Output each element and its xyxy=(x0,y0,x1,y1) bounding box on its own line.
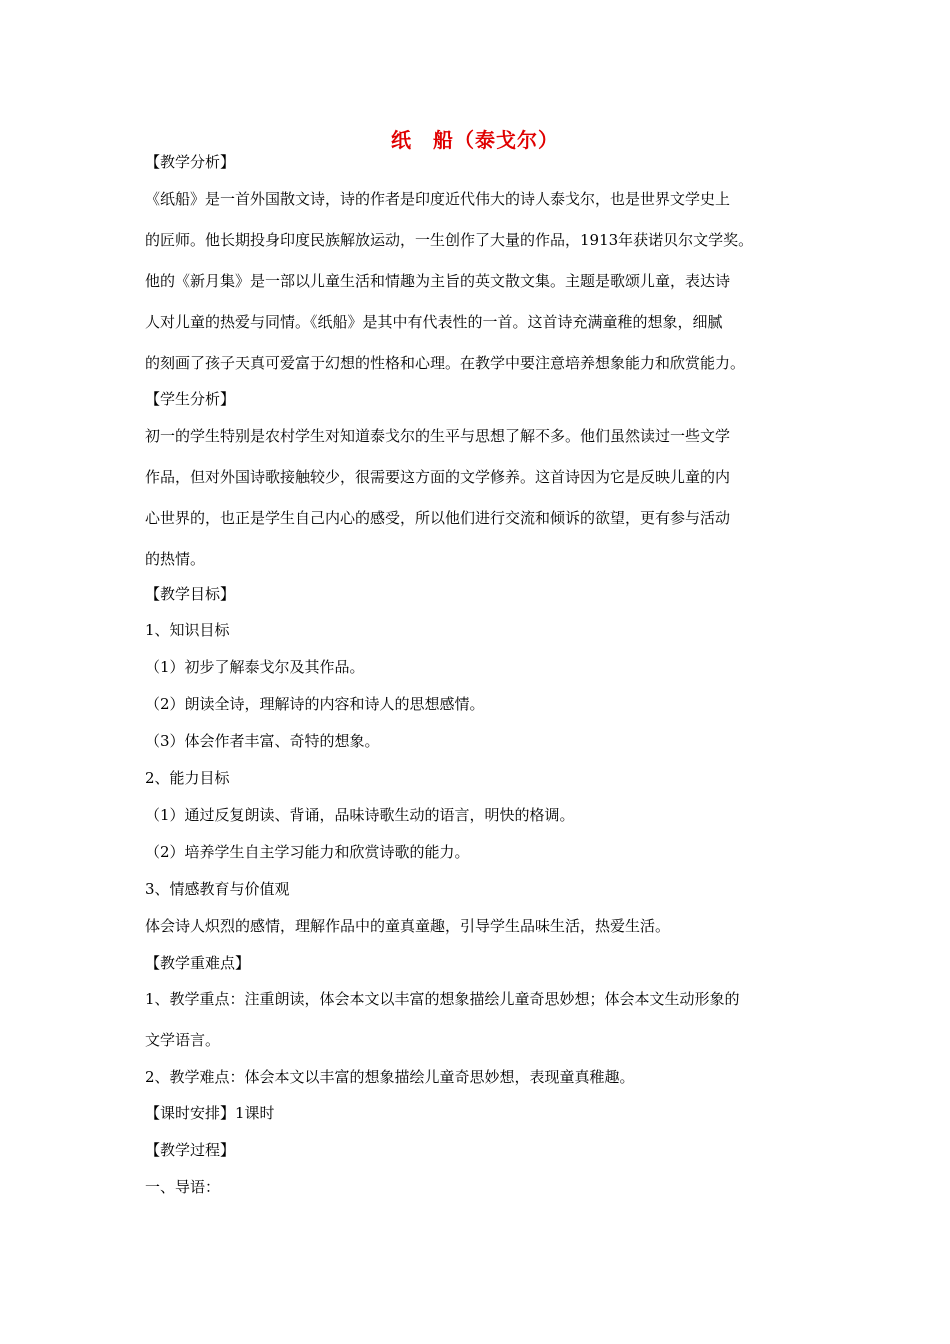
paragraph-line: 作品，但对外国诗歌接触较少，很需要这方面的文学修养。这首诗因为它是反映儿童的内 xyxy=(145,468,731,486)
section-heading: 一、导语： xyxy=(145,1178,221,1196)
heading-teaching-goals: 【教学目标】 xyxy=(145,585,236,603)
heading-key-difficulties: 【教学重难点】 xyxy=(145,954,251,972)
document-title: 纸 船（泰戈尔） xyxy=(391,128,559,152)
paragraph-line: 文学语言。 xyxy=(145,1031,221,1049)
list-heading: 1、知识目标 xyxy=(145,621,230,639)
paragraph-line: 的匠师。他长期投身印度民族解放运动，一生创作了大量的作品，1913年获诺贝尔文学奖。 xyxy=(145,231,754,249)
heading-teaching-analysis: 【教学分析】 xyxy=(145,153,236,171)
paragraph-line: 他的《新月集》是一部以儿童生活和情趣为主旨的英文散文集。主题是歌颂儿童，表达诗 xyxy=(145,272,731,290)
paragraph-line: 1、教学重点：注重朗读，体会本文以丰富的想象描绘儿童奇思妙想；体会本文生动形象的 xyxy=(145,990,740,1008)
list-item: （2）朗读全诗，理解诗的内容和诗人的思想感情。 xyxy=(145,695,485,713)
heading-student-analysis: 【学生分析】 xyxy=(145,390,236,408)
paragraph-line: 心世界的，也正是学生自己内心的感受，所以他们进行交流和倾诉的欲望，更有参与活动 xyxy=(145,509,731,527)
paragraph-line: 初一的学生特别是农村学生对知道泰戈尔的生平与思想了解不多。他们虽然读过一些文学 xyxy=(145,427,731,445)
list-heading: 3、情感教育与价值观 xyxy=(145,880,290,898)
paragraph-line: 的热情。 xyxy=(145,550,206,568)
list-item: （2）培养学生自主学习能力和欣赏诗歌的能力。 xyxy=(145,843,470,861)
list-item: （3）体会作者丰富、奇特的想象。 xyxy=(145,732,380,750)
heading-schedule: 【课时安排】1课时 xyxy=(145,1104,275,1122)
heading-teaching-process: 【教学过程】 xyxy=(145,1141,236,1159)
list-item: （1）初步了解泰戈尔及其作品。 xyxy=(145,658,365,676)
list-heading: 2、能力目标 xyxy=(145,769,230,787)
paragraph-line: 2、教学难点：体会本文以丰富的想象描绘儿童奇思妙想，表现童真稚趣。 xyxy=(145,1068,635,1086)
paragraph-line: 体会诗人炽烈的感情，理解作品中的童真童趣，引导学生品味生活，热爱生活。 xyxy=(145,917,671,935)
paragraph-line: 的刻画了孩子天真可爱富于幻想的性格和心理。在教学中要注意培养想象能力和欣赏能力。 xyxy=(145,354,746,372)
paragraph-line: 《纸船》是一首外国散文诗，诗的作者是印度近代伟大的诗人泰戈尔，也是世界文学史上 xyxy=(145,190,731,208)
paragraph-line: 人对儿童的热爱与同情。《纸船》是其中有代表性的一首。这首诗充满童稚的想象，细腻 xyxy=(145,313,723,331)
list-item: （1）通过反复朗读、背诵，品味诗歌生动的语言，明快的格调。 xyxy=(145,806,575,824)
